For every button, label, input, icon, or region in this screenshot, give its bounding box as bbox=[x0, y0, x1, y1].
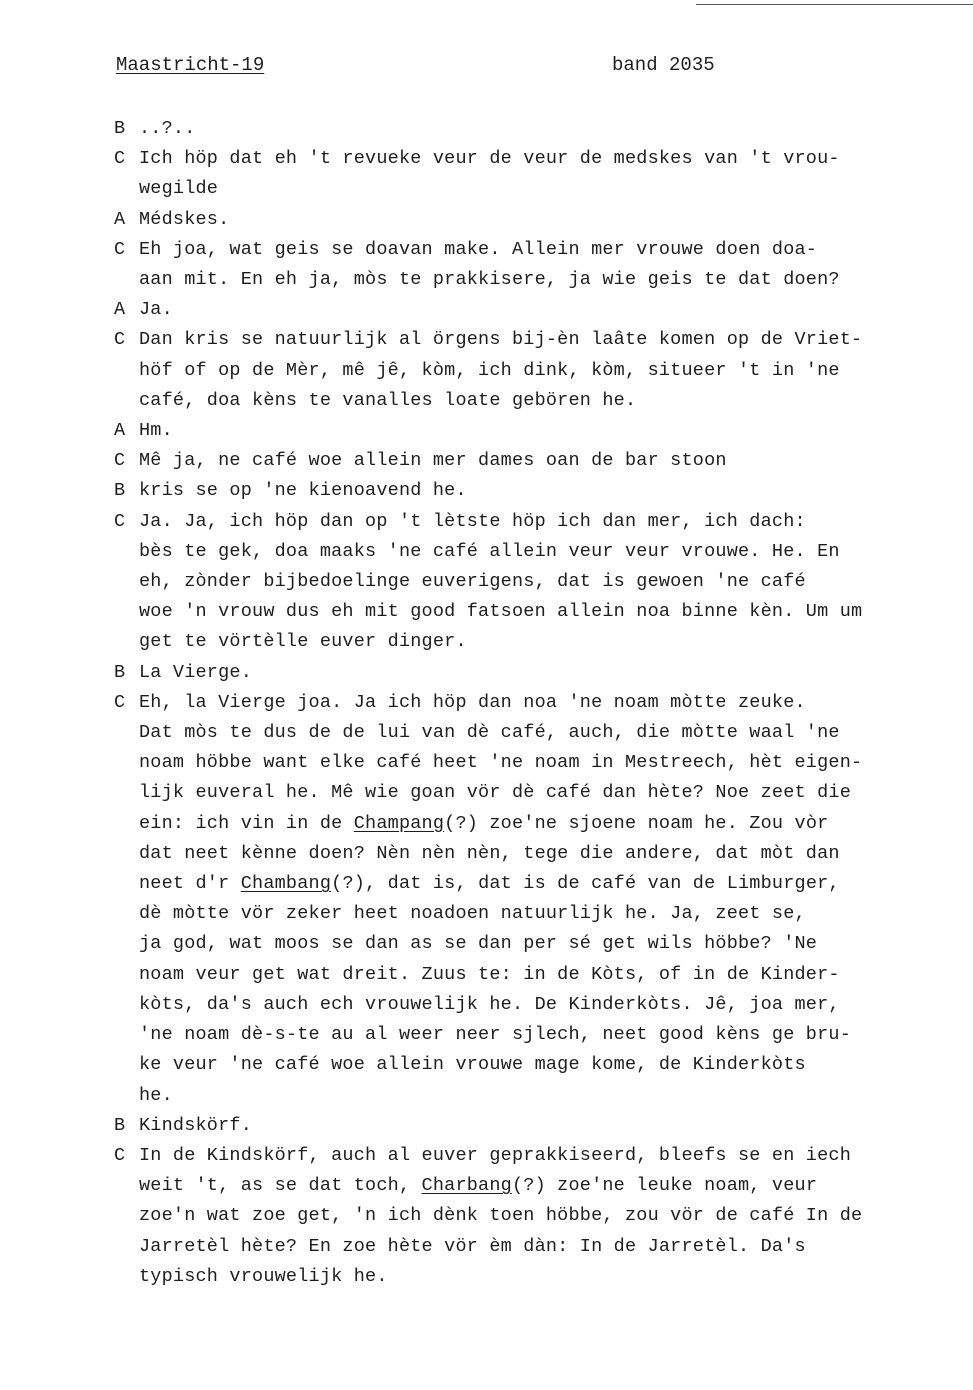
transcript-line: ke veur 'ne café woe allein vrouwe mage kome, de Kinderkòts bbox=[139, 1054, 806, 1076]
transcript-line: get te vörtèlle euver dinger. bbox=[139, 631, 467, 653]
transcript-line: lijk euveral he. Mê wie goan vör dè café dan hète? Noe zeet die bbox=[139, 782, 852, 804]
speaker-label: A bbox=[114, 299, 126, 321]
transcript-line: zoe'n wat zoe get, 'n ich dènk toen höbbe, zou vör de café In de bbox=[139, 1205, 863, 1227]
transcript bbox=[114, 114, 934, 1292]
transcript-line: noam veur get wat dreit. Zuus te: in de Kòts, of in de Kinder- bbox=[139, 963, 840, 985]
transcript-line: dat neet kènne doen? Nèn nèn nèn, tege die andere, dat mòt dan bbox=[139, 842, 840, 864]
transcript-line: ein: ich vin in de Champang(?) zoe'ne sjoene noam he. Zou vòr bbox=[139, 812, 829, 834]
transcript-line: kòts, da's auch ech vrouwelijk he. De Kinderkòts. Jê, joa mer, bbox=[139, 993, 840, 1015]
speaker-label: C bbox=[114, 450, 126, 472]
transcript-turn bbox=[114, 658, 934, 688]
underlined-word: Champang bbox=[353, 812, 445, 834]
speaker-label: C bbox=[114, 691, 126, 713]
transcript-turn bbox=[114, 114, 934, 144]
speaker-label: B bbox=[114, 480, 126, 502]
transcript-line: Jarretèl hète? En zoe hète vör èm dàn: In de Jarretèl. Da's bbox=[139, 1235, 806, 1257]
transcript-turn bbox=[114, 325, 934, 416]
transcript-turn bbox=[114, 688, 934, 1111]
transcript-line: typisch vrouwelijk he. bbox=[139, 1265, 388, 1287]
transcript-turn bbox=[114, 1111, 934, 1141]
transcript-turn bbox=[114, 205, 934, 235]
transcript-line: Kindskörf. bbox=[139, 1114, 253, 1136]
transcript-line: ja god, wat moos se dan as se dan per sé get wils höbbe? 'Ne bbox=[139, 933, 818, 955]
speaker-label: B bbox=[114, 1114, 126, 1136]
speaker-label: A bbox=[114, 208, 126, 230]
speaker-label: B bbox=[114, 118, 126, 139]
transcript-line: Hm. bbox=[139, 420, 173, 442]
transcript-turn bbox=[114, 144, 934, 204]
transcript-line: Eh joa, wat geis se doavan make. Allein mer vrouwe doen doa- bbox=[139, 238, 818, 260]
location-label: Maastricht-19 bbox=[116, 54, 265, 76]
transcript-line: eh, zònder bijbedoelinge euverigens, dat is gewoen 'ne café bbox=[139, 571, 806, 593]
transcript-line: woe 'n vrouw dus eh mit good fatsoen allein noa binne kèn. Um um bbox=[139, 601, 863, 623]
transcript-line: 'ne noam dè-s-te au al weer neer sjlech, neet good kèns ge bru- bbox=[139, 1024, 852, 1046]
transcript-line: café, doa kèns te vanalles loate gebören he. bbox=[139, 389, 637, 411]
transcript-line: wegilde bbox=[139, 178, 219, 200]
speaker-label: C bbox=[114, 1144, 126, 1166]
transcript-line: he. bbox=[139, 1084, 173, 1106]
tape-label: band 2035 bbox=[612, 54, 715, 76]
transcript-line: noam höbbe want elke café heet 'ne noam in Mestreech, hèt eigen- bbox=[139, 752, 863, 774]
transcript-line: Ich höp dat eh 't revueke veur de veur de medskes van 't vrou- bbox=[139, 148, 840, 170]
transcript-turn bbox=[114, 476, 934, 506]
transcript-line: neet d'r Chambang(?), dat is, dat is de café van de Limburger, bbox=[139, 873, 840, 895]
underlined-word: Charbang bbox=[421, 1175, 512, 1197]
transcript-line: In de Kindskörf, auch al euver geprakkiseerd, bleefs se en iech bbox=[139, 1144, 852, 1166]
transcript-line: kris se op 'ne kienoavend he. bbox=[139, 480, 467, 502]
transcript-line: La Vierge. bbox=[139, 661, 253, 683]
transcript-turn bbox=[114, 1141, 934, 1292]
transcript-turn bbox=[114, 507, 934, 658]
transcript-line: Dan kris se natuurlijk al örgens bij-èn laâte komen op de Vriet- bbox=[139, 329, 863, 351]
transcript-line: Médskes. bbox=[139, 208, 230, 230]
transcript-line: Ja. bbox=[139, 299, 173, 321]
speaker-label: C bbox=[114, 510, 126, 532]
transcript-turn bbox=[114, 446, 934, 476]
transcript-line: dè mòtte vör zeker heet noadoen natuurlijk he. Ja, zeet se, bbox=[139, 903, 806, 925]
page-header bbox=[116, 54, 756, 84]
speaker-label: C bbox=[114, 329, 126, 351]
transcript-line: bès te gek, doa maaks 'ne café allein veur veur vrouwe. He. En bbox=[139, 540, 840, 562]
underlined-word: Chambang bbox=[240, 873, 332, 895]
speaker-label: B bbox=[114, 661, 126, 683]
transcript-turn bbox=[114, 295, 934, 325]
transcript-line: Ja. Ja, ich höp dan op 't lètste höp ich dan mer, ich dach: bbox=[139, 510, 806, 532]
transcript-line: Mê ja, ne café woe allein mer dames oan de bar stoon bbox=[139, 450, 727, 472]
transcript-line: Eh, la Vierge joa. Ja ich höp dan noa 'ne noam mòtte zeuke. bbox=[139, 691, 806, 713]
transcript-turn bbox=[114, 235, 934, 295]
transcript-line: aan mit. En eh ja, mòs te prakkisere, ja wie geis te dat doen? bbox=[139, 269, 840, 291]
speaker-label: C bbox=[114, 238, 126, 260]
transcript-line: Dat mòs te dus de de lui van dè café, auch, die mòtte waal 'ne bbox=[139, 722, 840, 744]
transcript-turn bbox=[114, 416, 934, 446]
speaker-label: C bbox=[114, 148, 126, 170]
transcript-line: höf of op de Mèr, mê jê, kòm, ich dink, kòm, situeer 't in 'ne bbox=[139, 359, 840, 381]
top-rule bbox=[696, 4, 973, 5]
transcript-line: weit 't, as se dat toch, Charbang(?) zoe'ne leuke noam, veur bbox=[139, 1175, 818, 1197]
speaker-label: A bbox=[114, 420, 126, 442]
transcript-line: ..?.. bbox=[139, 118, 196, 139]
